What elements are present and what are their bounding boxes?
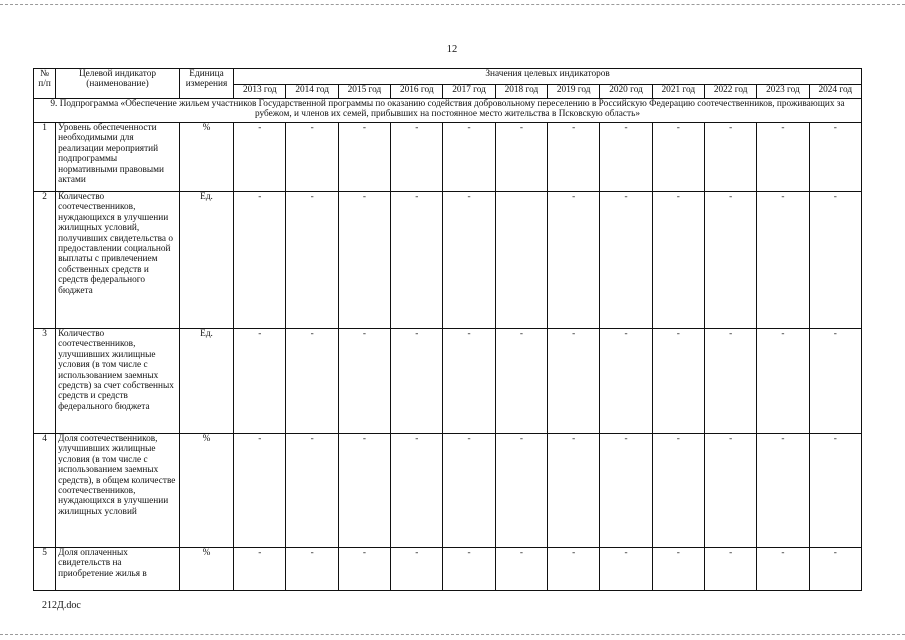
value-cell: -: [443, 192, 495, 329]
header-indicator: Целевой индикатор (наименование): [56, 69, 180, 99]
header-year: 2021 год: [652, 85, 704, 99]
header-year: 2023 год: [757, 85, 809, 99]
value-cell: -: [338, 329, 390, 434]
header-year: 2018 год: [495, 85, 547, 99]
table-row: [34, 192, 862, 329]
unit-cell: Ед.: [179, 192, 233, 329]
value-cell: -: [652, 329, 704, 434]
row-number: 1: [34, 123, 56, 192]
header-year: 2013 год: [234, 85, 286, 99]
value-cell: -: [443, 548, 495, 591]
value-cell: -: [652, 548, 704, 591]
value-cell: -: [495, 434, 547, 548]
scan-edge-bottom: [0, 634, 905, 635]
table-row: [34, 123, 862, 192]
value-cell: -: [548, 434, 600, 548]
value-cell: -: [338, 548, 390, 591]
indicator-name: Количество соотечественников, улучшивших жилищные условия (в том числе с использованием заемных средств) за счет собственных средств и средств федерального бюджета: [56, 329, 180, 434]
value-cell: -: [286, 434, 338, 548]
value-cell: -: [652, 123, 704, 192]
value-cell: -: [809, 192, 861, 329]
value-cell: -: [495, 548, 547, 591]
value-cell: -: [234, 192, 286, 329]
row-number: 4: [34, 434, 56, 548]
table-row: [34, 434, 862, 548]
value-cell: [495, 192, 547, 329]
value-cell: -: [704, 192, 756, 329]
value-cell: -: [600, 329, 652, 434]
value-cell: -: [391, 548, 443, 591]
indicator-name: Уровень обеспеченности необходимыми для реализации мероприятий подпрограммы нормативными правовыми актами: [56, 123, 180, 192]
value-cell: -: [391, 329, 443, 434]
header-year: 2016 год: [391, 85, 443, 99]
row-number: 2: [34, 192, 56, 329]
value-cell: -: [652, 434, 704, 548]
value-cell: -: [600, 123, 652, 192]
value-cell: -: [391, 192, 443, 329]
indicators-table: [33, 68, 862, 591]
header-year: 2015 год: [338, 85, 390, 99]
value-cell: -: [704, 123, 756, 192]
value-cell: -: [757, 192, 809, 329]
page-number: 12: [446, 44, 458, 55]
value-cell: -: [338, 123, 390, 192]
value-cell: -: [286, 123, 338, 192]
value-cell: -: [391, 123, 443, 192]
value-cell: -: [809, 329, 861, 434]
value-cell: -: [757, 548, 809, 591]
indicator-name: Доля соотечественников, улучшивших жилищные условия (в том числе с использованием заемных средств), в общем количестве соотечественников, нуждающихся в улучшении жилищных условий: [56, 434, 180, 548]
value-cell: -: [704, 548, 756, 591]
value-cell: -: [548, 548, 600, 591]
value-cell: -: [704, 434, 756, 548]
value-cell: -: [757, 434, 809, 548]
value-cell: -: [809, 123, 861, 192]
value-cell: -: [234, 123, 286, 192]
value-cell: -: [286, 192, 338, 329]
value-cell: -: [286, 329, 338, 434]
value-cell: -: [809, 548, 861, 591]
value-cell: -: [600, 434, 652, 548]
value-cell: -: [600, 192, 652, 329]
value-cell: -: [495, 123, 547, 192]
value-cell: -: [234, 329, 286, 434]
value-cell: -: [652, 192, 704, 329]
section-title: 9. Подпрограмма «Обеспечение жильем участников Государственной программы по оказанию содействия добровольному переселению в Российскую Федерацию соотечественников, проживающих за рубежом, и членов их семей, прибывших на постоянное место жительства в Псковскую область»: [34, 99, 862, 123]
table-row: [34, 329, 862, 434]
value-cell: -: [809, 434, 861, 548]
value-cell: -: [338, 434, 390, 548]
header-unit: Единица измерения: [179, 69, 233, 99]
value-cell: -: [548, 192, 600, 329]
unit-cell: %: [179, 123, 233, 192]
value-cell: -: [234, 434, 286, 548]
header-num: № п/п: [34, 69, 56, 99]
value-cell: -: [704, 329, 756, 434]
value-cell: -: [234, 548, 286, 591]
unit-cell: %: [179, 434, 233, 548]
footer-filename: 212Д.doc: [42, 600, 81, 611]
value-cell: -: [286, 548, 338, 591]
header-year: 2017 год: [443, 85, 495, 99]
header-values-group: Значения целевых индикаторов: [234, 69, 862, 85]
row-number: 3: [34, 329, 56, 434]
header-year: 2022 год: [704, 85, 756, 99]
value-cell: -: [443, 434, 495, 548]
header-year: 2024 год: [809, 85, 861, 99]
value-cell: -: [443, 329, 495, 434]
value-cell: -: [548, 123, 600, 192]
value-cell: -: [338, 192, 390, 329]
value-cell: -: [600, 548, 652, 591]
indicator-name: Количество соотечественников, нуждающихся в улучшении жилищных условий, получивших свидетельства о предоставлении социальной выплаты с привлечением собственных средств и средств федерального бюджета: [56, 192, 180, 329]
indicator-name: Доля оплаченных свидетельств на приобретение жилья в: [56, 548, 180, 591]
unit-cell: Ед.: [179, 329, 233, 434]
header-year: 2020 год: [600, 85, 652, 99]
value-cell: -: [443, 123, 495, 192]
table-row: [34, 548, 862, 591]
value-cell: -: [548, 329, 600, 434]
unit-cell: %: [179, 548, 233, 591]
row-number: 5: [34, 548, 56, 591]
value-cell: -: [757, 123, 809, 192]
scan-edge-top: [0, 4, 905, 5]
header-year: 2019 год: [548, 85, 600, 99]
value-cell: -: [391, 434, 443, 548]
header-year: 2014 год: [286, 85, 338, 99]
value-cell: -: [757, 329, 809, 434]
value-cell: -: [495, 329, 547, 434]
